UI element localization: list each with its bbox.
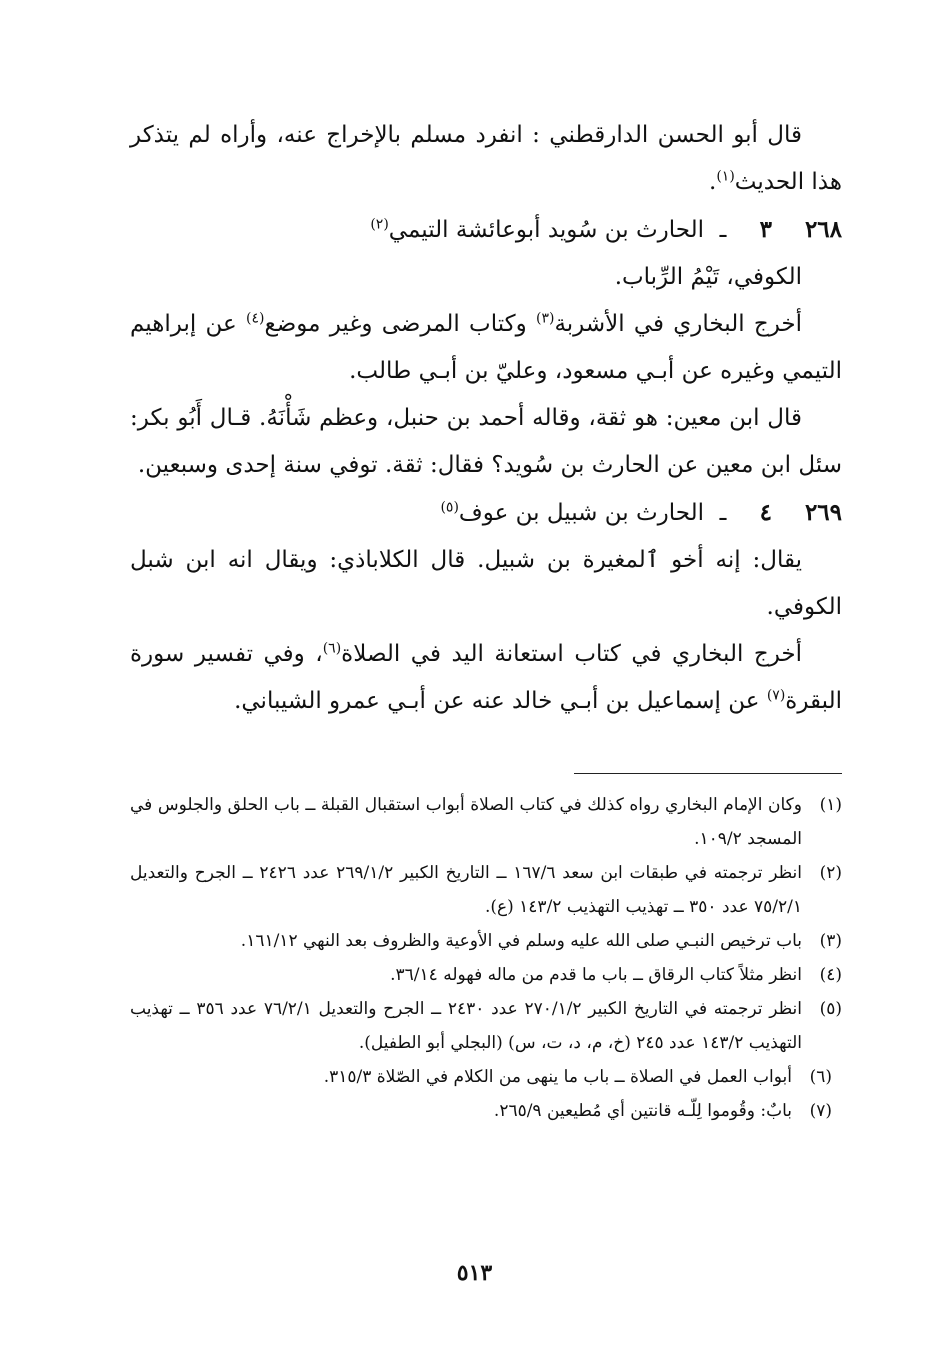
footnote-5 — [130, 992, 842, 1060]
paragraph-text: وكتاب المرضى وغير موضع — [264, 311, 536, 337]
entry-dash: ـ — [719, 500, 727, 526]
paragraph-text: أخرج البخاري في كتاب استعانة اليد في الصلاة — [341, 641, 802, 667]
footnote-ref-6[interactable]: (٦) — [322, 640, 342, 657]
footnote-text: انظر ترجمته في طبقات ابن سعد ١٦٧/٦ ــ التاريخ الكبير ٢٦٩/١/٢ عدد ٢٤٢٦ ــ الجرح والتعديل ٧٥/٢/١ عدد ٣٥٠ ــ تهذيب التهذيب ١٤٣/٢ (ع). — [130, 863, 803, 917]
entry-local-number: ٣ — [759, 216, 772, 243]
footnote-1 — [130, 788, 842, 856]
footnote-text: بابٌ: وقُوموا لِلّـه قانتين أي مُطيعين ٢٦٥/٩. — [493, 1101, 792, 1121]
entry-name-text: الحارث بن شبيل بن عوف — [458, 500, 704, 526]
footnote-mark: (٧) — [809, 1101, 832, 1121]
paragraph-daraqutni — [130, 112, 842, 206]
footnote-6 — [130, 1060, 842, 1094]
footnote-mark: (٥) — [819, 999, 842, 1019]
entry-heading-269 — [130, 489, 842, 537]
footnote-separator — [574, 773, 842, 774]
footnote-mark: (٣) — [819, 931, 842, 951]
paragraph-text: أخرج البخاري في الأشربة — [554, 311, 803, 337]
entry-name-text: الحارث بن سُويد أبوعائشة التيمي — [388, 217, 704, 243]
paragraph-text: عن إسماعيل بن أبـي خالد عنه عن أبـي عمرو الشيباني. — [234, 688, 767, 714]
footnote-text: باب ترخيص النبـي صلى الله عليه وسلم في الأوعية والظروف بعد النهي ١٦١/١٢. — [240, 931, 802, 951]
entry-dash: ـ — [719, 217, 727, 243]
footnote-mark: (١) — [819, 795, 842, 815]
paragraph-end: . — [709, 169, 717, 195]
footnote-ref-3[interactable]: (٣) — [535, 310, 555, 327]
page-content — [130, 112, 842, 1128]
paragraph-kufi-taym: الكوفي، تَيْمُ الرِّباب. — [614, 264, 802, 290]
entry-name — [130, 490, 704, 537]
footnote-7 — [130, 1094, 842, 1128]
footnote-text: انظر ترجمته في التاريخ الكبير ٢٧٠/١/٢ عدد ٢٤٣٠ ــ الجرح والتعديل ٧٦/٢/١ عدد ٣٥٦ ــ تهذيب التهذيب ١٤٣/٢ عدد ٢٤٥ (خ، م، د، ت، س) (البجلي أبو الطفيل). — [130, 999, 802, 1053]
footnote-mark: (٦) — [809, 1067, 832, 1087]
page-number: ٥١٣ — [456, 1260, 493, 1286]
footnote-mark: (٤) — [819, 965, 842, 985]
footnote-ref-2[interactable]: (٢) — [370, 216, 389, 233]
paragraph-text: ، وفي تفسير سورة البقرة — [130, 641, 842, 714]
entry-global-number: ٢٦٨ — [804, 216, 842, 243]
entry-local-number: ٤ — [759, 499, 772, 526]
main-text — [130, 112, 842, 725]
paragraph-yuqal: يقال: إنه أخو ٱلمغيرة بن شبيل. قال الكلاباذي: ويقال انه ابن شبل الكوفي. — [130, 547, 842, 620]
entry-name — [130, 207, 704, 254]
footnote-ref-4[interactable]: (٤) — [246, 310, 265, 327]
footnote-4 — [130, 958, 842, 992]
paragraph-text: عن إبراهيم التيمي وغيره عن أبـي مسعود، وعليّ بن أبـي طالب. — [130, 311, 842, 384]
footnote-text: وكان الإمام البخاري رواه كذلك في كتاب الصلاة أبواب استقبال القبلة ــ باب الحلق والجلوس في المسجد ١٠٩/٢. — [130, 795, 802, 849]
entry-heading-268 — [130, 206, 842, 254]
footnote-text: انظر مثلاً كتاب الرقاق ــ باب ما قدم من ماله فهوله ٣٦/١٤. — [390, 965, 802, 985]
footnote-2 — [130, 856, 842, 924]
footnote-ref-1[interactable]: (١) — [716, 168, 735, 185]
paragraph-bukhari-ashriba — [130, 301, 842, 395]
paragraph-ibn-main: قال ابن معين: هو ثقة، وقاله أحمد بن حنبل، وعظم شَأْنَهُ. قـال أَبُو بكر: سئل ابن معين عن الحارث بن سُويد؟ فقال: ثقة. توفي سنة إحدى وسبعين. — [130, 405, 842, 478]
footnote-ref-5[interactable]: (٥) — [440, 499, 459, 516]
footnotes — [130, 788, 842, 1128]
footnote-text: أبواب العمل في الصلاة ــ باب ما ينهى من الكلام في الصّلاة ٣١٥/٣. — [323, 1067, 792, 1087]
footnote-3 — [130, 924, 842, 958]
paragraph-text: قال أبو الحسن الدارقطني : انفرد مسلم بالإخراج عنه، وأراه لم يتذكر هذا الحديث — [130, 122, 842, 195]
footnote-mark: (٢) — [819, 863, 842, 883]
paragraph-bukhari-istiana — [130, 631, 842, 725]
footnote-ref-7[interactable]: (٧) — [766, 687, 786, 704]
entry-global-number: ٢٦٩ — [804, 499, 842, 526]
